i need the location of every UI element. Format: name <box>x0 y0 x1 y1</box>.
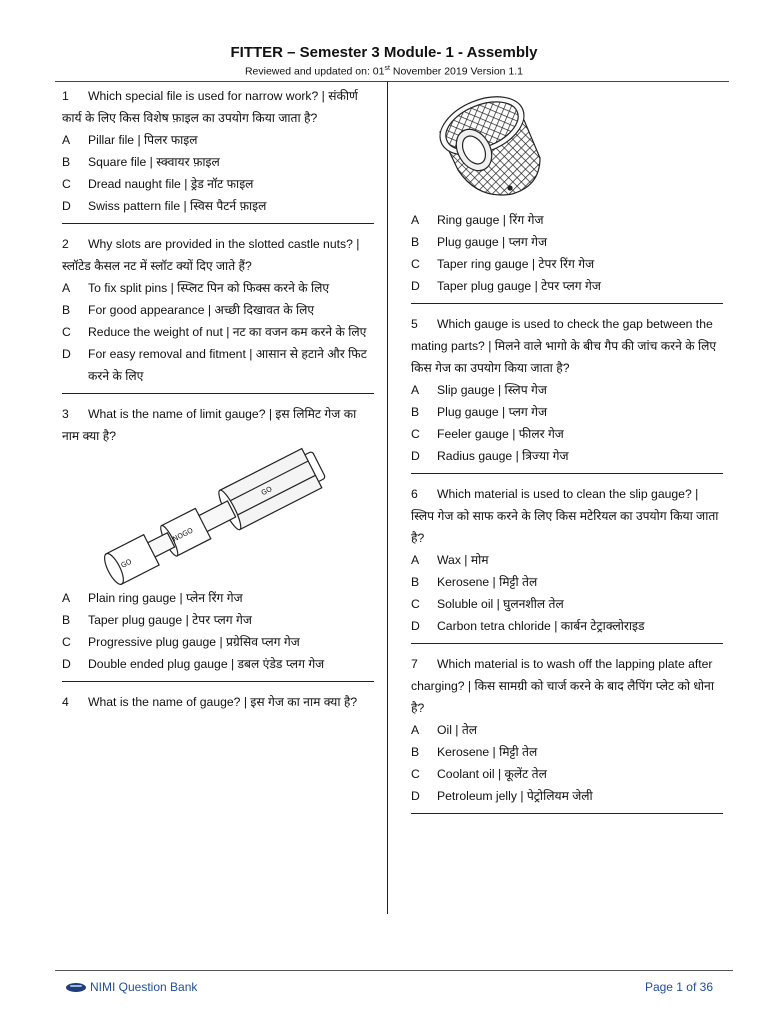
option <box>62 631 374 653</box>
handle-label: GO <box>260 485 274 498</box>
option <box>411 275 723 297</box>
option-text: Square file | स्क्वायर फ़ाइल <box>88 155 220 169</box>
option-text: For good appearance | अच्छी दिखावत के लिए <box>88 303 315 317</box>
option <box>62 277 374 299</box>
page-title: FITTER – Semester 3 Module- 1 - Assembly <box>230 44 538 61</box>
option-text: Oil | तेल <box>437 723 478 737</box>
question-number: 6 <box>411 487 418 501</box>
question-divider <box>411 473 723 474</box>
go-label: GO <box>119 557 134 570</box>
question-stem: What is the name of limit gauge? | इस लिमिट गेज का नाम क्या है? <box>62 407 357 443</box>
question-divider <box>411 303 723 304</box>
option-text: Wax | मोम <box>437 553 489 567</box>
footer-divider <box>55 970 733 971</box>
page-subtitle <box>0 62 768 79</box>
question-number: 2 <box>62 237 69 251</box>
option-text: Coolant oil | कूलेंट तेल <box>437 767 547 781</box>
question-text <box>411 313 723 379</box>
option <box>62 653 374 675</box>
option-letter: A <box>411 383 420 397</box>
option-text: Kerosene | मिट्टी तेल <box>437 745 538 759</box>
option <box>411 423 723 445</box>
option-letter: A <box>411 553 420 567</box>
question-4-options <box>411 209 723 297</box>
option-text: Kerosene | मिट्टी तेल <box>437 575 538 589</box>
option-text: Radius gauge | त्रिज्या गेज <box>437 449 569 463</box>
question-1 <box>62 85 374 217</box>
option <box>62 151 374 173</box>
question-stem: Which material is to wash off the lapping plate after charging? | किस सामग्री को चार्ज करने के बाद लैपिंग प्लेट को धोना है? <box>411 657 714 715</box>
question-3 <box>62 403 374 675</box>
nimi-logo-icon <box>66 983 86 992</box>
question-text <box>411 483 723 549</box>
question-divider <box>62 681 374 682</box>
question-divider <box>411 643 723 644</box>
question-number: 7 <box>411 657 418 671</box>
option-letter: B <box>62 303 71 317</box>
option <box>411 549 723 571</box>
option <box>411 785 723 807</box>
question-stem: Which special file is used for narrow work? | संकीर्ण कार्य के लिए किस विशेष फ़ाइल का उपयोग किया जाता है? <box>62 89 358 125</box>
question-number: 3 <box>62 407 69 421</box>
column-divider <box>387 82 388 914</box>
option-text: Progressive plug gauge | प्रग्रेसिव प्लग गेज <box>88 635 300 649</box>
option-letter: D <box>411 619 420 633</box>
question-number: 1 <box>62 89 69 103</box>
option <box>411 401 723 423</box>
option-text: Plain ring gauge | प्लेन रिंग गेज <box>88 591 243 605</box>
option <box>411 615 723 637</box>
question-text <box>62 403 374 447</box>
option-letter: B <box>411 405 420 419</box>
option <box>411 231 723 253</box>
question-number: 5 <box>411 317 418 331</box>
subtitle-pre: Reviewed and updated on: 01 <box>244 65 385 78</box>
option-letter: B <box>62 613 71 627</box>
option-text: Taper ring gauge | टेपर रिंग गेज <box>437 257 595 271</box>
page-header <box>0 44 768 79</box>
option-text: To fix split pins | स्प्लिट पिन को फिक्स करने के लिए <box>88 281 330 295</box>
option <box>411 741 723 763</box>
option <box>62 587 374 609</box>
option <box>411 379 723 401</box>
option <box>411 763 723 785</box>
option-text: Swiss pattern file | स्विस पैटर्न फ़ाइल <box>88 199 267 213</box>
option-letter: C <box>62 635 71 649</box>
option <box>62 609 374 631</box>
option <box>62 195 374 217</box>
question-text <box>62 691 374 713</box>
option-text: Reduce the weight of nut | नट का वजन कम करने के लिए <box>88 325 367 339</box>
option-letter: A <box>411 723 420 737</box>
option-letter: B <box>62 155 71 169</box>
option <box>411 253 723 275</box>
option <box>411 571 723 593</box>
option <box>411 445 723 467</box>
option <box>411 719 723 741</box>
option <box>62 321 374 343</box>
question-divider <box>62 393 374 394</box>
option-letter: D <box>411 279 420 293</box>
option-text: Slip gauge | स्लिप गेज <box>437 383 547 397</box>
ring-gauge-figure <box>428 88 548 206</box>
question-stem: Which gauge is used to check the gap between the mating parts? | मिलने वाले भागो के बीच गैप की जांच करने के लिए किस गेज का उपयोग किया जाता है? <box>411 317 717 375</box>
option-letter: A <box>62 591 71 605</box>
question-divider <box>62 223 374 224</box>
limit-gauge-figure <box>62 447 374 587</box>
option <box>411 593 723 615</box>
option-letter: D <box>62 199 71 213</box>
option-letter: D <box>62 657 71 671</box>
option-text: For easy removal and fitment | आसान से हटाने और फिट करने के लिए <box>88 347 367 383</box>
footer-brand <box>66 980 197 994</box>
option-text: Taper plug gauge | टेपर प्लग गेज <box>437 279 601 293</box>
option-text: Carbon tetra chloride | कार्बन टेट्राक्लोराइड <box>437 619 645 633</box>
option-letter: D <box>411 449 420 463</box>
option-text: Petroleum jelly | पेट्रोलियम जेली <box>437 789 593 803</box>
option <box>62 343 374 387</box>
option-letter: D <box>62 347 71 361</box>
option <box>62 173 374 195</box>
question-number: 4 <box>62 695 69 709</box>
question-stem: What is the name of gauge? | इस गेज का नाम क्या है? <box>88 695 358 709</box>
question-divider <box>411 813 723 814</box>
option-letter: A <box>411 213 420 227</box>
option-letter: C <box>411 427 420 441</box>
option-text: Soluble oil | घुलनशील तेल <box>437 597 564 611</box>
option-letter: B <box>411 235 420 249</box>
option-text: Ring gauge | रिंग गेज <box>437 213 544 227</box>
option-letter: A <box>62 133 71 147</box>
right-column <box>411 209 723 823</box>
option-letter: C <box>411 257 420 271</box>
left-column <box>62 85 374 713</box>
question-7 <box>411 653 723 807</box>
option <box>62 299 374 321</box>
option-text: Plug gauge | प्लग गेज <box>437 405 547 419</box>
question-2 <box>62 233 374 387</box>
option <box>411 209 723 231</box>
question-text <box>62 85 374 129</box>
footer-brand-text: NIMI Question Bank <box>90 980 198 994</box>
double-ended-plug-gauge-drawing <box>62 447 374 587</box>
knurled-ring-gauge-drawing <box>428 88 548 206</box>
question-5 <box>411 313 723 467</box>
option-text: Feeler gauge | फीलर गेज <box>437 427 564 441</box>
question-stem: Which material is used to clean the slip gauge? | स्लिप गेज को साफ करने के लिए किस मटेरियल का उपयोग किया जाता है? <box>411 487 719 545</box>
option-letter: C <box>62 325 71 339</box>
option-text: Dread naught file | ड्रेड नॉट फाइल <box>88 177 254 191</box>
option-letter: B <box>411 745 420 759</box>
option-text: Plug gauge | प्लग गेज <box>437 235 547 249</box>
header-divider <box>55 81 729 82</box>
option-letter: D <box>411 789 420 803</box>
option-letter: C <box>411 597 420 611</box>
question-stem: Why slots are provided in the slotted castle nuts? | स्लॉटेड कैसल नट में स्लॉट क्यों दिए जाते हैं? <box>62 237 360 273</box>
option-text: Double ended plug gauge | डबल एंडेड प्लग गेज <box>88 657 325 671</box>
question-6 <box>411 483 723 637</box>
option-letter: A <box>62 281 71 295</box>
nogo-label: NOGO <box>171 526 195 544</box>
option-letter: C <box>411 767 420 781</box>
question-text <box>62 233 374 277</box>
subtitle-sup: st <box>384 65 390 72</box>
question-text <box>411 653 723 719</box>
option-letter: C <box>62 177 71 191</box>
question-4 <box>62 691 374 713</box>
option-letter: B <box>411 575 420 589</box>
option-text: Taper plug gauge | टेपर प्लग गेज <box>88 613 252 627</box>
page-number: Page 1 of 36 <box>644 980 713 994</box>
option-text: Pillar file | पिलर फाइल <box>88 133 198 147</box>
subtitle-post: November 2019 Version 1.1 <box>389 65 524 78</box>
option <box>62 129 374 151</box>
